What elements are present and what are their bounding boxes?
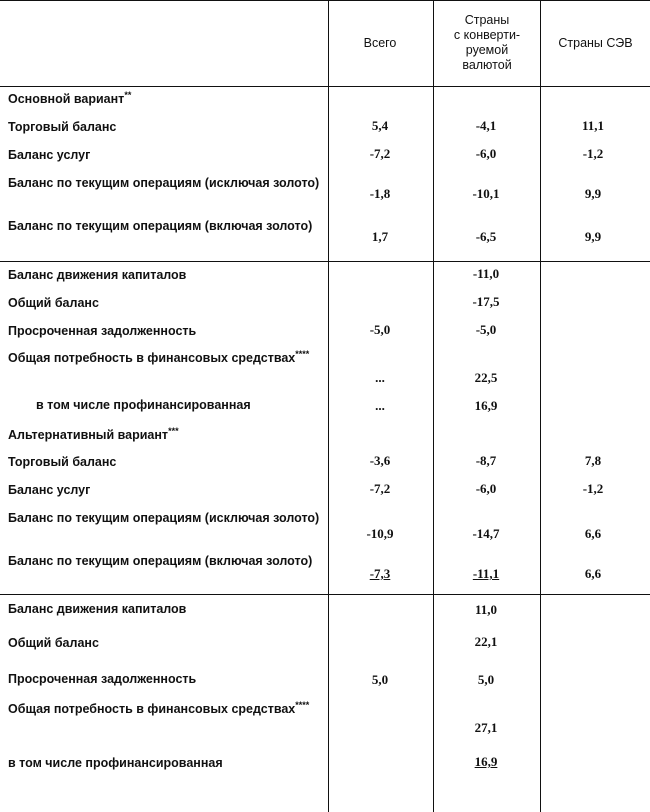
column-divider: [433, 0, 434, 812]
cell-value-total: -7,2: [369, 481, 391, 496]
row-label: Торговый баланс: [8, 120, 117, 134]
cell-value-conv: -8,7: [475, 453, 497, 468]
cell-value-cmea: 9,9: [584, 186, 602, 201]
row-label: Просроченная задолженность: [8, 324, 197, 338]
cell-value-conv: 16,9: [474, 398, 498, 413]
cell-value-total: ...: [375, 370, 385, 385]
cell-value-conv: 27,1: [474, 720, 498, 735]
row-label: Баланс услуг: [8, 148, 91, 162]
row-label: в том числе профинансированная: [8, 756, 223, 770]
footnote-marker: ***: [168, 425, 179, 436]
cell-value-conv: -11,1: [472, 566, 500, 581]
footnote-marker: ****: [295, 699, 310, 710]
cell-value-total: -1,8: [369, 186, 391, 201]
row-label: Баланс услуг: [8, 483, 91, 497]
cell-value-cmea: 6,6: [584, 566, 602, 581]
row-label: Баланс по текущим операциям (исключая золото): [8, 176, 320, 190]
row-label: Баланс по текущим операциям (исключая золото): [8, 511, 320, 525]
header-total: Всего: [363, 36, 397, 50]
row-label: Альтернативный вариант***: [8, 425, 179, 442]
top-rule: [0, 0, 650, 1]
cell-value-cmea: 9,9: [584, 229, 602, 244]
cell-value-conv: 22,1: [474, 634, 498, 649]
cell-value-total: -10,9: [366, 526, 394, 541]
cell-value-conv: -6,0: [475, 146, 497, 161]
cell-value-total: -5,0: [369, 322, 391, 337]
cell-value-total: ...: [375, 398, 385, 413]
header-convertible: Страны с конверти- руемой валютой: [453, 13, 521, 72]
cell-value-conv: -10,1: [472, 186, 500, 201]
cell-value-conv: 5,0: [477, 672, 495, 687]
row-label: Баланс по текущим операциям (включая золото): [8, 554, 313, 568]
cell-value-total: 5,0: [371, 672, 389, 687]
cell-value-conv: -4,1: [475, 118, 497, 133]
cell-value-cmea: 11,1: [581, 118, 605, 133]
row-label: Общая потребность в финансовых средствах****: [8, 348, 310, 365]
cell-value-conv: 22,5: [474, 370, 498, 385]
cell-value-conv: 16,9: [474, 754, 498, 769]
row-label: Основной вариант**: [8, 89, 132, 106]
row-label: Баланс по текущим операциям (включая золото): [8, 219, 313, 233]
section-rule: [0, 594, 650, 595]
row-label: Торговый баланс: [8, 455, 117, 469]
cell-value-cmea: 7,8: [584, 453, 602, 468]
footnote-marker: ****: [295, 348, 310, 359]
cell-value-total: 1,7: [371, 229, 389, 244]
row-label: Баланс движения капиталов: [8, 602, 187, 616]
cell-value-conv: -14,7: [472, 526, 500, 541]
cell-value-cmea: -1,2: [582, 146, 604, 161]
section-rule: [0, 261, 650, 262]
cell-value-conv: -6,0: [475, 481, 497, 496]
header-rule: [0, 86, 650, 87]
cell-value-total: -7,3: [369, 566, 391, 581]
cell-value-conv: -5,0: [475, 322, 497, 337]
header-comecon: Страны СЭВ: [558, 36, 633, 50]
cell-value-cmea: 6,6: [584, 526, 602, 541]
cell-value-total: -7,2: [369, 146, 391, 161]
row-label: Баланс движения капиталов: [8, 268, 187, 282]
cell-value-cmea: -1,2: [582, 481, 604, 496]
cell-value-conv: -11,0: [472, 266, 500, 281]
footnote-marker: **: [124, 89, 132, 100]
cell-value-conv: 11,0: [474, 602, 498, 617]
cell-value-conv: -6,5: [475, 229, 497, 244]
row-label: в том числе профинансированная: [36, 398, 251, 412]
row-label: Общая потребность в финансовых средствах****: [8, 699, 310, 716]
row-label: Общий баланс: [8, 296, 99, 310]
cell-value-total: -3,6: [369, 453, 391, 468]
row-label: Общий баланс: [8, 636, 99, 650]
column-divider: [540, 0, 541, 812]
cell-value-conv: -17,5: [472, 294, 500, 309]
cell-value-total: 5,4: [371, 118, 389, 133]
row-label: Просроченная задолженность: [8, 672, 197, 686]
